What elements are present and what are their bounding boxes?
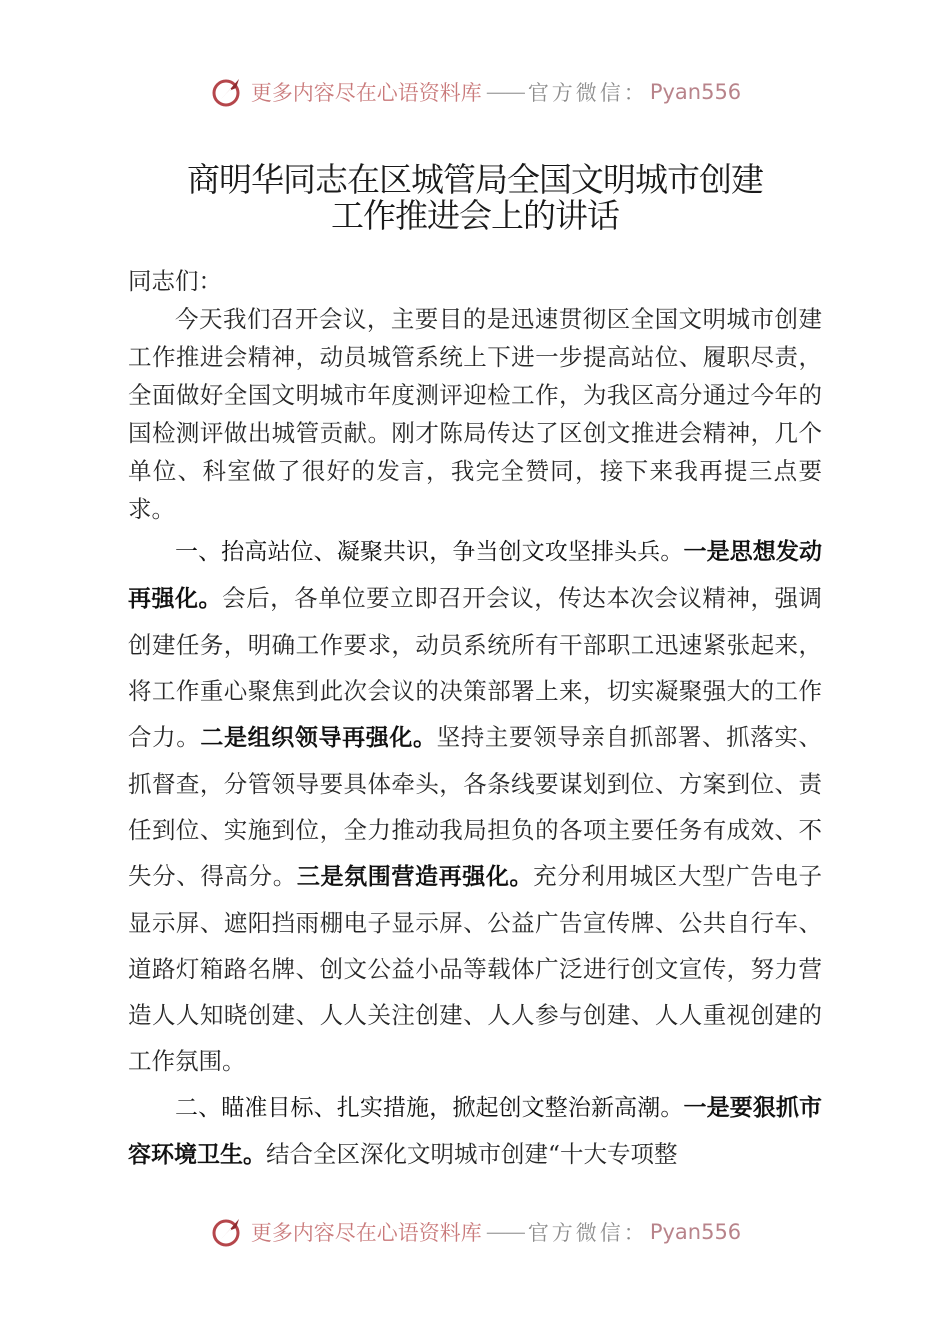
s1-point-2-text: 坚持主要领导亲自抓部署、抓落实、抓督查，分管领导要具体牵头，各条线要谋划到位、方案到位、责任到位、实施到位，全力推动我局担负的各项主要任务有成效、不失分、得高分。 <box>128 723 822 890</box>
quill-logo-icon <box>209 1214 245 1250</box>
banner-wechat-label: 官方微信： <box>527 1221 648 1245</box>
section-1-heading: 一、抬高站位、凝聚共识，争当创文攻坚排头兵。 <box>175 539 684 565</box>
banner-wechat-id: Pyan556 <box>649 1220 742 1244</box>
s1-point-1-text: 会后，各单位要立即召开会议，传达本次会议精神，强调创建任务，明确工作要求，动员系统所有干部职工迅速紧张起来，将工作重心聚焦到此次会议的决策部署上来，切实凝聚强大的工作合力。 <box>128 584 823 751</box>
title-line-1: 商明华同志在区城管局全国文明城市创建 <box>187 160 763 199</box>
banner-site-text: 更多内容尽在心语资料库 <box>250 1221 482 1245</box>
s1-point-1-title: 一是思想发动再强化。 <box>128 539 823 612</box>
s1-point-3-text: 充分利用城区大型广告电子显示屏、遮阳挡雨棚电子显示屏、公益广告宣传牌、公共自行车、道路灯箱路名牌、创文公益小品等载体广泛进行创文宣传，努力营造人人知晓创建、人人关注创建、人人参与创建、人人重视创建的工作氛围。 <box>128 862 822 1075</box>
footer-banner <box>0 1210 950 1254</box>
banner-wechat-label: 官方微信： <box>527 81 648 105</box>
s1-point-3-title: 三是氛围营造再强化。 <box>296 864 534 890</box>
banner-separator: —— <box>485 1220 524 1244</box>
section-1-paragraph <box>128 528 822 1084</box>
banner-separator: —— <box>485 80 524 104</box>
quill-logo-icon <box>209 74 245 110</box>
s2-point-1-title: 一是要狠抓市容环境卫生。 <box>128 1095 823 1168</box>
intro-paragraph: 今天我们召开会议，主要目的是迅速贯彻区全国文明城市创建工作推进会精神，动员城管系统上下进一步提高站位、履职尽责，全面做好全国文明城市年度测评迎检工作，为我区高分通过今年的国检测评做出城管贡献。刚才陈局传达了区创文推进会精神，几个单位、科室做了很好的发言，我完全赞同，接下来我再提三点要求。 <box>128 305 822 523</box>
header-banner <box>0 70 950 114</box>
s2-point-1-text: 结合全区深化文明城市创建“十大专项整 <box>266 1140 678 1168</box>
section-2-paragraph <box>128 1084 822 1178</box>
greeting: 同志们： <box>128 267 222 295</box>
s1-point-2-title: 二是组织领导再强化。 <box>200 725 437 751</box>
banner-wechat-id: Pyan556 <box>649 80 742 104</box>
section-2-heading: 二、瞄准目标、扎实措施，掀起创文整治新高潮。 <box>175 1095 684 1121</box>
title-line-2: 工作推进会上的讲话 <box>331 196 619 235</box>
document-title <box>128 162 822 234</box>
document-body <box>128 262 822 1178</box>
banner-site-text: 更多内容尽在心语资料库 <box>250 81 482 105</box>
